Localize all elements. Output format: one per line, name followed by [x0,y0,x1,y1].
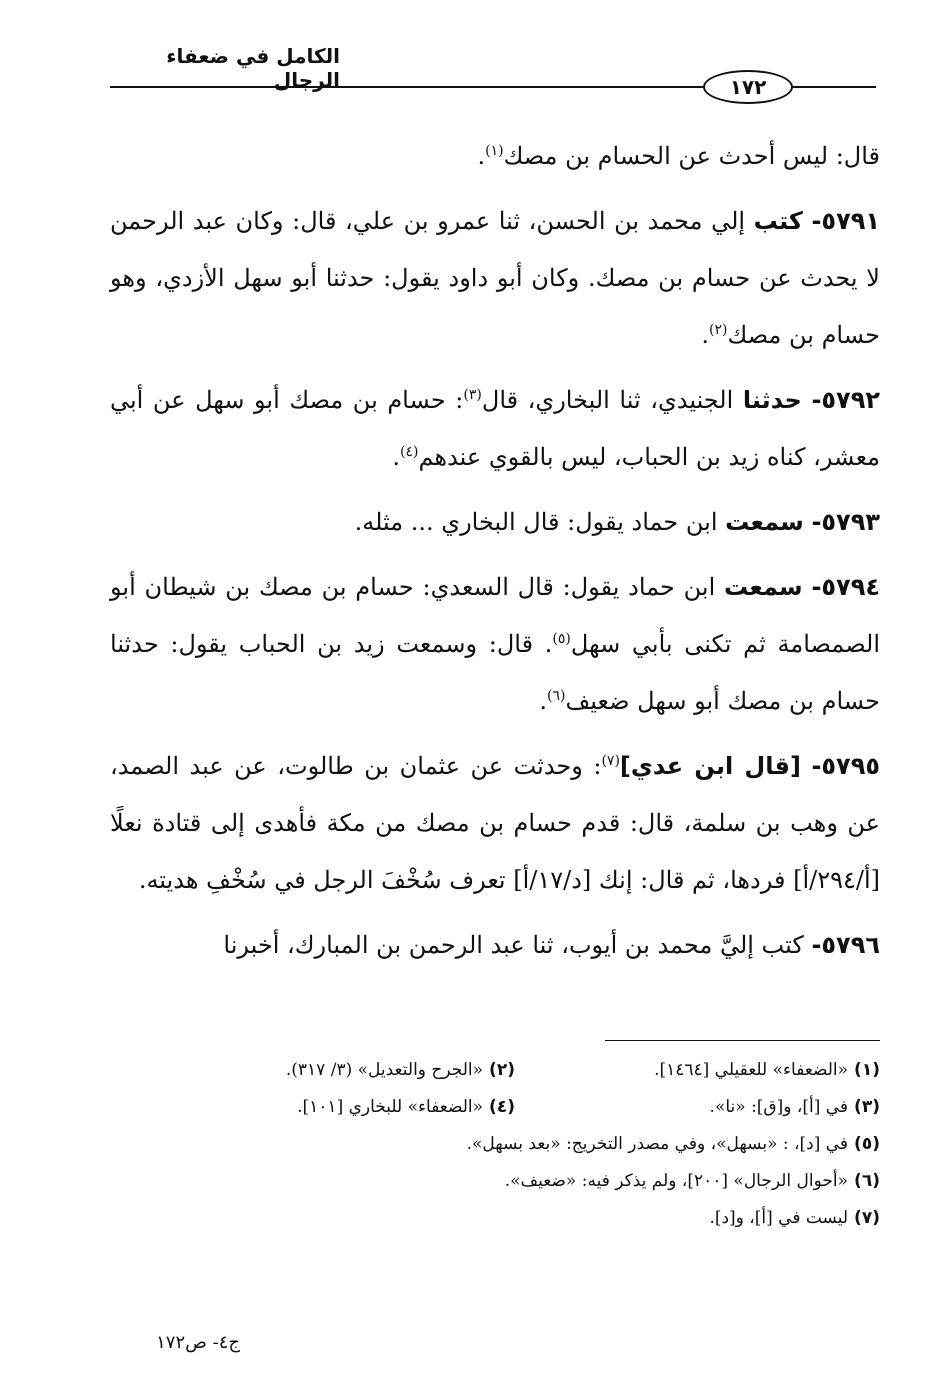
footnotes [150,1052,880,1237]
footnote-7 [150,1200,880,1237]
entry-number: ٥٧٩٥- [811,752,880,780]
footnote-number: (٢) [489,1060,515,1080]
paragraph-0 [110,128,880,185]
footnote-rule [605,1040,880,1041]
paragraph-text: قال: ليس أحدث عن الحسام بن مصك [503,142,880,170]
footnote-row [150,1200,880,1237]
footnote-2 [150,1052,515,1089]
entry-text: ابن حماد يقول: قال البخاري ... مثله. [354,508,718,536]
entry-number: ٥٧٩٢- [811,386,880,414]
footnote-5 [150,1126,880,1163]
footnote-text: ليست في [أ]، و[د]. [709,1208,849,1228]
footnote-number: (٥) [854,1134,880,1154]
footnote-3 [515,1089,880,1126]
volume-page-marker: ج٤- ص١٧٢ [156,1332,240,1353]
entry-number: ٥٧٩٦- [811,931,880,959]
entry-number: ٥٧٩٣- [811,508,880,536]
footnote-ref: (١) [485,143,504,159]
footnote-number: (١) [854,1060,880,1080]
footnote-text: في [أ]، و[ق]: «نا». [709,1097,849,1117]
entry-5796 [110,917,880,974]
running-header-title: الكامل في ضعفاء الرجال [166,44,340,92]
entry-text: : وحدثت عن عثمان بن طالوت، عن عبد الصمد، عن وهب بن سلمة، قال: قدم حسام بن مصك من مكة فأهدى إلى قتادة نعلًا [أ/٢٩٤/أ] فردها، ثم قال: إنك [د/١٧/أ] تعرف سُخْفَ الرجل في سُخْفِ هديته. [110,752,880,894]
footnote-text: «الجرح والتعديل» (٣/ ٣١٧). [285,1060,484,1080]
page-number: ١٧٢ [729,75,767,99]
entry-text: . قال: وسمعت زيد بن الحباب يقول: حدثنا حسام بن مصك أبو سهل ضعيف [110,630,880,715]
entry-text: الجنيدي، ثنا البخاري، قال [481,386,734,414]
footnote-number: (٦) [854,1171,880,1191]
entry-keyword: سمعت [725,508,804,536]
footnote-number: (٣) [854,1097,880,1117]
entry-text: : حسام بن مصك أبو سهل عن أبي معشر، كناه زيد بن الحباب، ليس بالقوي عندهم [110,386,880,471]
entry-5795 [110,738,880,909]
footnote-ref: (٣) [463,387,482,403]
footnote-row [150,1163,880,1200]
entry-number: ٥٧٩١- [811,207,881,235]
paragraph-end: . [477,142,486,170]
main-text [110,128,880,982]
footnote-6 [150,1163,880,1200]
entry-end: . [701,321,709,349]
entry-keyword: حدثنا [742,386,802,414]
footnote-text: «الضعفاء» للبخاري [١٠١]. [297,1097,484,1117]
footnote-text: «أحوال الرجال» [٢٠٠]، ولم يذكر فيه: «ضعيف». [504,1171,849,1191]
footnote-row [150,1126,880,1163]
footnote-ref: (٥) [552,631,571,647]
entry-5791 [110,193,880,364]
footnote-row [150,1052,880,1089]
footnote-ref: (٢) [709,322,728,338]
entry-text: ابن حماد يقول: قال السعدي: حسام بن مصك بن شيطان أبو الصمصامة ثم تكنى بأبي سهل [110,573,880,658]
footnote-number: (٤) [489,1097,515,1117]
entry-keyword: كتب [753,207,803,235]
entry-number: ٥٧٩٤- [811,573,880,601]
footnote-1 [515,1052,880,1089]
entry-end: . [539,687,547,715]
entry-5794 [110,559,880,730]
entry-keyword: [قال ابن عدي] [619,752,801,780]
footnote-ref: (٧) [601,753,620,769]
entry-5793 [110,494,880,551]
footnote-4 [150,1089,515,1126]
footnote-number: (٧) [854,1208,880,1228]
page-number-badge [703,70,793,104]
entry-5792 [110,372,880,486]
footnote-ref: (٤) [399,444,419,460]
footnote-text: في [د]، : «بسهل»، وفي مصدر التخريج: «بعد بسهل». [466,1134,849,1154]
entry-end: . [392,443,400,471]
footnote-text: «الضعفاء» للعقيلي [١٤٦٤]. [654,1060,849,1080]
footnote-row [150,1089,880,1126]
entry-text: إلي محمد بن الحسن، ثنا عمرو بن علي، قال: وكان عبد الرحمن لا يحدث عن حسام بن مصك. وكان أبو داود يقول: حدثنا أبو سهل الأزدي، وهو حسام بن مصك [110,207,880,349]
footnote-ref: (٦) [546,688,566,704]
entry-text: كتب إليَّ محمد بن أيوب، ثنا عبد الرحمن بن المبارك، أخبرنا [223,931,804,959]
entry-keyword: سمعت [724,573,803,601]
